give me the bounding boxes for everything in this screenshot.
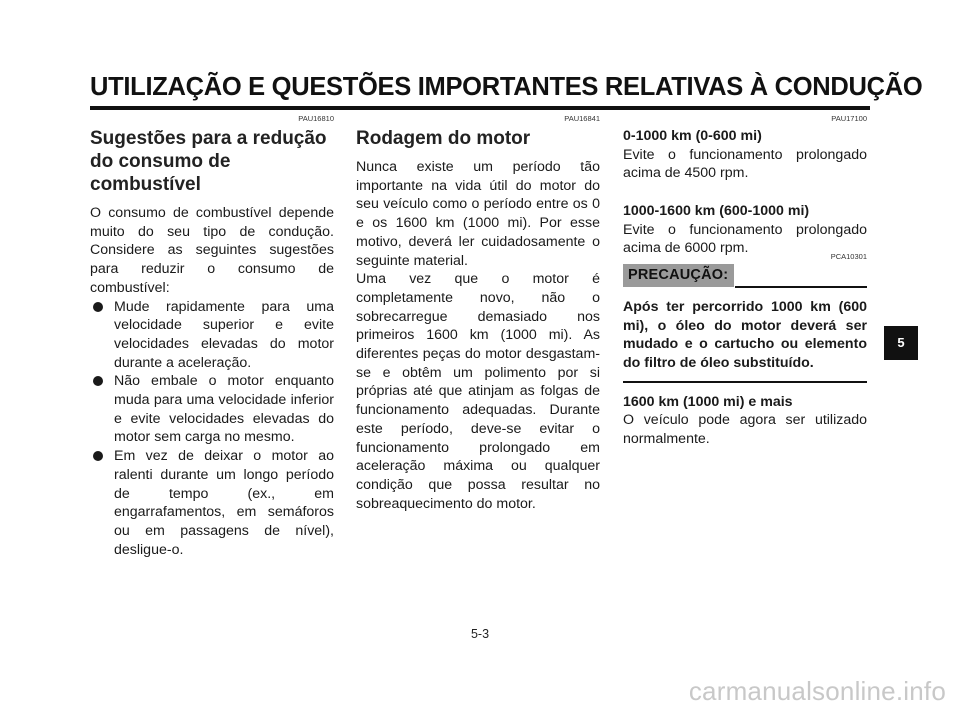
watermark: carmanualsonline.info — [688, 676, 946, 706]
page-header-title: UTILIZAÇÃO E QUESTÕES IMPORTANTES RELATIVAS À CONDUÇÃO — [90, 73, 923, 101]
caution-header — [623, 251, 867, 288]
list-item-text: Não embale o motor enquanto muda para uma velocidade inferior e evite velocidades elevadas do motor sem carga no mesmo. — [114, 373, 334, 446]
chapter-tab: 5 — [884, 326, 918, 360]
bullet-icon — [93, 451, 103, 461]
header-rule — [90, 106, 870, 110]
subheading: 1600 km (1000 mi) e mais — [623, 393, 793, 410]
caution-rule — [735, 286, 867, 288]
caution-code: PCA10301 — [830, 251, 867, 261]
caution-text: Após ter percorrido 1000 km (600 mi), o óleo do motor deverá ser mudado e o cartucho ou elemento do filtro de óleo substituído. — [623, 298, 867, 372]
list-item — [114, 447, 334, 559]
subheading: 0-1000 km (0-600 mi) — [623, 128, 762, 144]
section-heading: Rodagem do motor — [356, 128, 531, 149]
column-engine-break-in — [356, 114, 600, 513]
section-code: PAU17100 — [831, 114, 867, 123]
list-item-text: Em vez de deixar o motor ao ralenti durante um longo período de tempo (ex., em engarrafamentos, em semáforos ou em passagens de nível), desligue-o. — [114, 448, 334, 558]
list-item-text: Mude rapidamente para uma velocidade superior e evite velocidades elevadas do motor durante a aceleração. — [114, 298, 334, 371]
column-fuel-saving — [90, 114, 334, 559]
list-item — [114, 372, 334, 447]
subheading: 1000-1600 km (600-1000 mi) — [623, 202, 810, 219]
column-break-in-stages — [623, 114, 867, 449]
tips-list — [90, 298, 334, 560]
page-number: 5-3 — [470, 627, 490, 641]
section-code: PAU16810 — [298, 114, 334, 123]
intro-paragraph: O consumo de combustível depende muito do seu tipo de condução. Considere as seguintes sugestões para reduzir o consumo de combustível: — [90, 205, 334, 296]
paragraph: Evite o funcionamento prolongado acima de 6000 rpm. — [623, 221, 867, 257]
paragraph: Evite o funcionamento prolongado acima de 4500 rpm. — [623, 146, 867, 182]
section-code: PAU16841 — [564, 114, 600, 123]
bullet-icon — [93, 376, 103, 386]
paragraph: Uma vez que o motor é completamente novo, não o sobrecarregue demasiado nos primeiros 1600 km (1000 mi). As diferentes peças do motor desgastam-se e obtêm um polimento por si próprias até que atinjam as folgas de funcionamento adequadas. Durante este período, deve-se evitar o funcionamento prolongado em aceleração máxima ou qualquer condição que possa resultar no sobreaquecimento do motor. — [356, 271, 600, 512]
caution-badge: PRECAUÇÃO: — [623, 264, 734, 287]
bullet-icon — [93, 302, 103, 312]
paragraph: Nunca existe um período tão importante na vida útil do motor do seu veículo como o período entre os 0 e os 1600 km (1000 mi). Por esse motivo, deverá ler cuidadosamente o seguinte material. — [356, 159, 600, 269]
list-item — [114, 298, 334, 373]
caution-end-rule — [623, 381, 867, 383]
section-heading: Sugestões para a redução do consumo de combustível — [90, 128, 327, 195]
paragraph: O veículo pode agora ser utilizado normalmente. — [623, 412, 867, 448]
